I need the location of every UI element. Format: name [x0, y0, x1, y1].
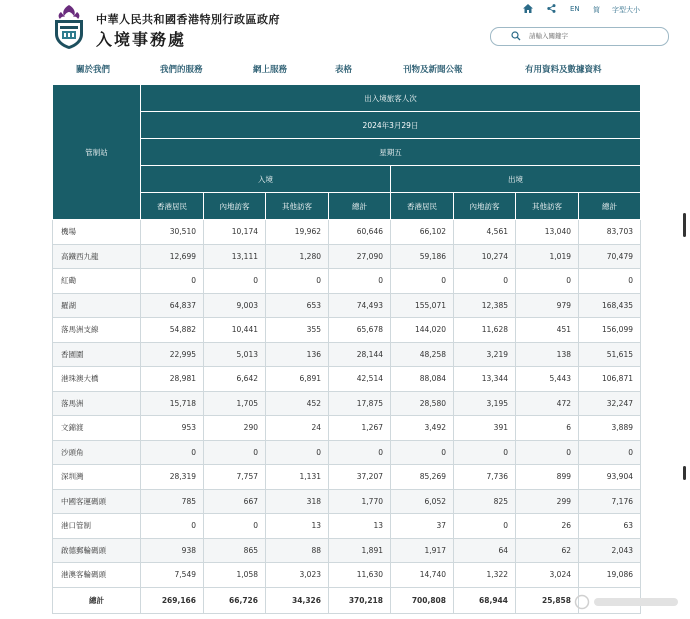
table-cell: 391	[454, 416, 516, 441]
table-cell: 19,962	[266, 220, 329, 245]
table-cell: 10,274	[454, 244, 516, 269]
table-cell: 60,646	[329, 220, 391, 245]
table-cell: 70,479	[579, 244, 641, 269]
table-cell: 0	[204, 269, 266, 294]
table-cell: 138	[516, 342, 579, 367]
nav-forms[interactable]: 表格	[335, 65, 353, 75]
passenger-traffic-table-container	[52, 84, 641, 614]
table-cell: 1,891	[329, 538, 391, 563]
table-cell: 1,280	[266, 244, 329, 269]
department-name[interactable]: 入境事務處	[96, 30, 187, 49]
table-cell: 7,549	[141, 563, 204, 588]
table-cell: 1,267	[329, 416, 391, 441]
table-cell: 785	[141, 489, 204, 514]
table-cell: 3,023	[266, 563, 329, 588]
table-cell: 28,981	[141, 367, 204, 392]
table-cell: 28,319	[141, 465, 204, 490]
table-cell: 83,703	[579, 220, 641, 245]
nav-online-services[interactable]: 網上服務	[253, 65, 288, 75]
table-cell: 0	[266, 269, 329, 294]
table-cell: 15,718	[141, 391, 204, 416]
table-cell: 3,889	[579, 416, 641, 441]
arrival-header: 入境	[141, 166, 391, 193]
control-point-name: 高鐵西九龍	[53, 244, 141, 269]
table-cell: 0	[454, 440, 516, 465]
immigration-logo-icon[interactable]	[50, 4, 88, 50]
control-point-name: 中國客運碼頭	[53, 489, 141, 514]
departure-header: 出境	[391, 166, 641, 193]
table-row	[53, 563, 641, 588]
table-cell: 24	[266, 416, 329, 441]
table-cell: 7,757	[204, 465, 266, 490]
table-cell: 64,837	[141, 293, 204, 318]
table-cell: 26	[516, 514, 579, 539]
table-cell: 54,882	[141, 318, 204, 343]
lang-en-link[interactable]: EN	[570, 5, 580, 13]
scrollbar-thumb-lower[interactable]	[683, 466, 686, 480]
table-cell: 1,058	[204, 563, 266, 588]
table-cell: 10,441	[204, 318, 266, 343]
table-row	[53, 293, 641, 318]
table-cell: 979	[516, 293, 579, 318]
table-cell: 51,615	[579, 342, 641, 367]
table-date: 2024年3月29日	[141, 112, 641, 139]
table-cell: 88,084	[391, 367, 454, 392]
table-cell: 93,904	[579, 465, 641, 490]
table-cell: 12,699	[141, 244, 204, 269]
control-point-name: 落馬洲	[53, 391, 141, 416]
table-cell: 5,443	[516, 367, 579, 392]
table-cell: 13	[329, 514, 391, 539]
nav-about-us[interactable]: 關於我們	[76, 65, 111, 75]
table-cell: 299	[516, 489, 579, 514]
table-row	[53, 465, 641, 490]
table-row	[53, 538, 641, 563]
column-header: 內地訪客	[454, 193, 516, 220]
table-cell: 2,043	[579, 538, 641, 563]
table-cell: 0	[516, 440, 579, 465]
table-cell: 14,740	[391, 563, 454, 588]
table-cell: 74,493	[329, 293, 391, 318]
share-icon[interactable]	[547, 4, 556, 13]
control-point-name: 深圳灣	[53, 465, 141, 490]
total-cell: 370,218	[329, 587, 391, 613]
table-cell: 0	[329, 269, 391, 294]
table-cell: 825	[454, 489, 516, 514]
control-point-name: 啟德郵輪碼頭	[53, 538, 141, 563]
passenger-traffic-table	[52, 84, 641, 614]
table-cell: 28,580	[391, 391, 454, 416]
home-icon[interactable]	[523, 4, 533, 13]
total-cell: 34,326	[266, 587, 329, 613]
column-header: 香港居民	[141, 193, 204, 220]
table-cell: 22,995	[141, 342, 204, 367]
table-cell: 290	[204, 416, 266, 441]
table-cell: 32,247	[579, 391, 641, 416]
table-cell: 1,917	[391, 538, 454, 563]
table-cell: 106,871	[579, 367, 641, 392]
table-cell: 9,003	[204, 293, 266, 318]
nav-publications-press[interactable]: 刊物及新聞公報	[403, 65, 463, 75]
government-name: 中華人民共和國香港特別行政區政府	[96, 13, 280, 26]
control-point-name: 落馬洲支線	[53, 318, 141, 343]
table-cell: 0	[454, 514, 516, 539]
table-cell: 136	[266, 342, 329, 367]
table-cell: 0	[204, 440, 266, 465]
table-cell: 0	[579, 440, 641, 465]
table-cell: 6,891	[266, 367, 329, 392]
table-row	[53, 440, 641, 465]
control-point-name: 沙頭角	[53, 440, 141, 465]
watermark-icon	[574, 594, 682, 610]
table-cell: 11,628	[454, 318, 516, 343]
table-cell: 13,040	[516, 220, 579, 245]
table-cell: 1,770	[329, 489, 391, 514]
table-cell: 938	[141, 538, 204, 563]
table-cell: 0	[391, 440, 454, 465]
table-cell: 1,705	[204, 391, 266, 416]
table-cell: 88	[266, 538, 329, 563]
column-header: 總計	[329, 193, 391, 220]
table-cell: 3,219	[454, 342, 516, 367]
table-cell: 0	[579, 269, 641, 294]
table-cell: 0	[141, 269, 204, 294]
table-cell: 1,019	[516, 244, 579, 269]
site-header	[0, 0, 690, 56]
table-cell: 3,492	[391, 416, 454, 441]
table-row	[53, 416, 641, 441]
table-cell: 3,024	[516, 563, 579, 588]
table-cell: 0	[391, 269, 454, 294]
table-row	[53, 220, 641, 245]
total-row	[53, 587, 641, 613]
table-cell: 62	[516, 538, 579, 563]
table-cell: 63	[579, 514, 641, 539]
table-cell: 10,174	[204, 220, 266, 245]
table-cell: 1,131	[266, 465, 329, 490]
table-cell: 12,385	[454, 293, 516, 318]
scrollbar-thumb[interactable]	[683, 213, 686, 237]
column-header: 其他訪客	[266, 193, 329, 220]
table-cell: 59,186	[391, 244, 454, 269]
table-cell: 667	[204, 489, 266, 514]
control-point-name: 港口管制	[53, 514, 141, 539]
search-input[interactable]	[529, 30, 659, 42]
table-cell: 0	[266, 440, 329, 465]
column-header: 內地訪客	[204, 193, 266, 220]
table-cell: 899	[516, 465, 579, 490]
table-row	[53, 391, 641, 416]
top-utility-bar	[520, 3, 685, 17]
table-cell: 0	[329, 440, 391, 465]
control-point-name: 機場	[53, 220, 141, 245]
table-cell: 19,086	[579, 563, 641, 588]
table-cell: 13,111	[204, 244, 266, 269]
table-cell: 144,020	[391, 318, 454, 343]
table-cell: 0	[454, 269, 516, 294]
font-size-control[interactable]: 字型大小	[612, 6, 640, 14]
table-cell: 953	[141, 416, 204, 441]
total-cell: 700,808	[391, 587, 454, 613]
table-cell: 65,678	[329, 318, 391, 343]
table-cell: 13,344	[454, 367, 516, 392]
main-navigation	[0, 63, 690, 77]
table-cell: 156,099	[579, 318, 641, 343]
table-cell: 7,176	[579, 489, 641, 514]
search-box[interactable]	[490, 27, 669, 46]
table-cell: 318	[266, 489, 329, 514]
table-cell: 3,195	[454, 391, 516, 416]
table-weekday: 星期五	[141, 139, 641, 166]
table-cell: 155,071	[391, 293, 454, 318]
table-row	[53, 514, 641, 539]
column-header: 總計	[579, 193, 641, 220]
nav-our-services[interactable]: 我們的服務	[160, 65, 203, 75]
table-row	[53, 269, 641, 294]
table-cell: 5,013	[204, 342, 266, 367]
table-cell: 28,144	[329, 342, 391, 367]
total-cell: 25,858	[516, 587, 579, 613]
table-cell: 6,052	[391, 489, 454, 514]
total-cell: 68,944	[454, 587, 516, 613]
table-row	[53, 318, 641, 343]
control-point-name: 羅湖	[53, 293, 141, 318]
table-row	[53, 489, 641, 514]
table-cell: 27,090	[329, 244, 391, 269]
table-cell: 1,322	[454, 563, 516, 588]
table-cell: 0	[204, 514, 266, 539]
table-body	[53, 220, 641, 614]
table-cell: 42,514	[329, 367, 391, 392]
table-cell: 37,207	[329, 465, 391, 490]
lang-sc-link[interactable]: 简	[593, 6, 600, 14]
table-cell: 6,642	[204, 367, 266, 392]
total-cell: 66,726	[204, 587, 266, 613]
column-header: 香港居民	[391, 193, 454, 220]
table-row	[53, 367, 641, 392]
total-cell: 269,166	[141, 587, 204, 613]
table-cell: 85,269	[391, 465, 454, 490]
table-row	[53, 342, 641, 367]
search-icon[interactable]	[511, 31, 521, 41]
table-cell: 653	[266, 293, 329, 318]
table-cell: 17,875	[329, 391, 391, 416]
total-label: 總計	[53, 587, 141, 613]
control-point-name: 港珠澳大橋	[53, 367, 141, 392]
nav-useful-info-statistics[interactable]: 有用資料及數據資料	[525, 65, 602, 75]
table-cell: 865	[204, 538, 266, 563]
control-point-name: 紅磡	[53, 269, 141, 294]
table-cell: 64	[454, 538, 516, 563]
table-cell: 4,561	[454, 220, 516, 245]
table-cell: 48,258	[391, 342, 454, 367]
table-cell: 6	[516, 416, 579, 441]
table-cell: 0	[141, 514, 204, 539]
control-point-header: 管制站	[53, 85, 141, 220]
table-cell: 0	[516, 269, 579, 294]
table-cell: 37	[391, 514, 454, 539]
table-cell: 355	[266, 318, 329, 343]
table-row	[53, 244, 641, 269]
table-cell: 11,630	[329, 563, 391, 588]
table-cell: 7,736	[454, 465, 516, 490]
table-cell: 452	[266, 391, 329, 416]
table-cell: 30,510	[141, 220, 204, 245]
table-cell: 451	[516, 318, 579, 343]
table-cell: 0	[141, 440, 204, 465]
table-cell: 66,102	[391, 220, 454, 245]
table-cell: 472	[516, 391, 579, 416]
table-title: 出入境旅客人次	[141, 85, 641, 112]
control-point-name: 文錦渡	[53, 416, 141, 441]
table-cell: 13	[266, 514, 329, 539]
control-point-name: 香園圍	[53, 342, 141, 367]
column-header: 其他訪客	[516, 193, 579, 220]
table-cell: 168,435	[579, 293, 641, 318]
control-point-name: 港澳客輪碼頭	[53, 563, 141, 588]
